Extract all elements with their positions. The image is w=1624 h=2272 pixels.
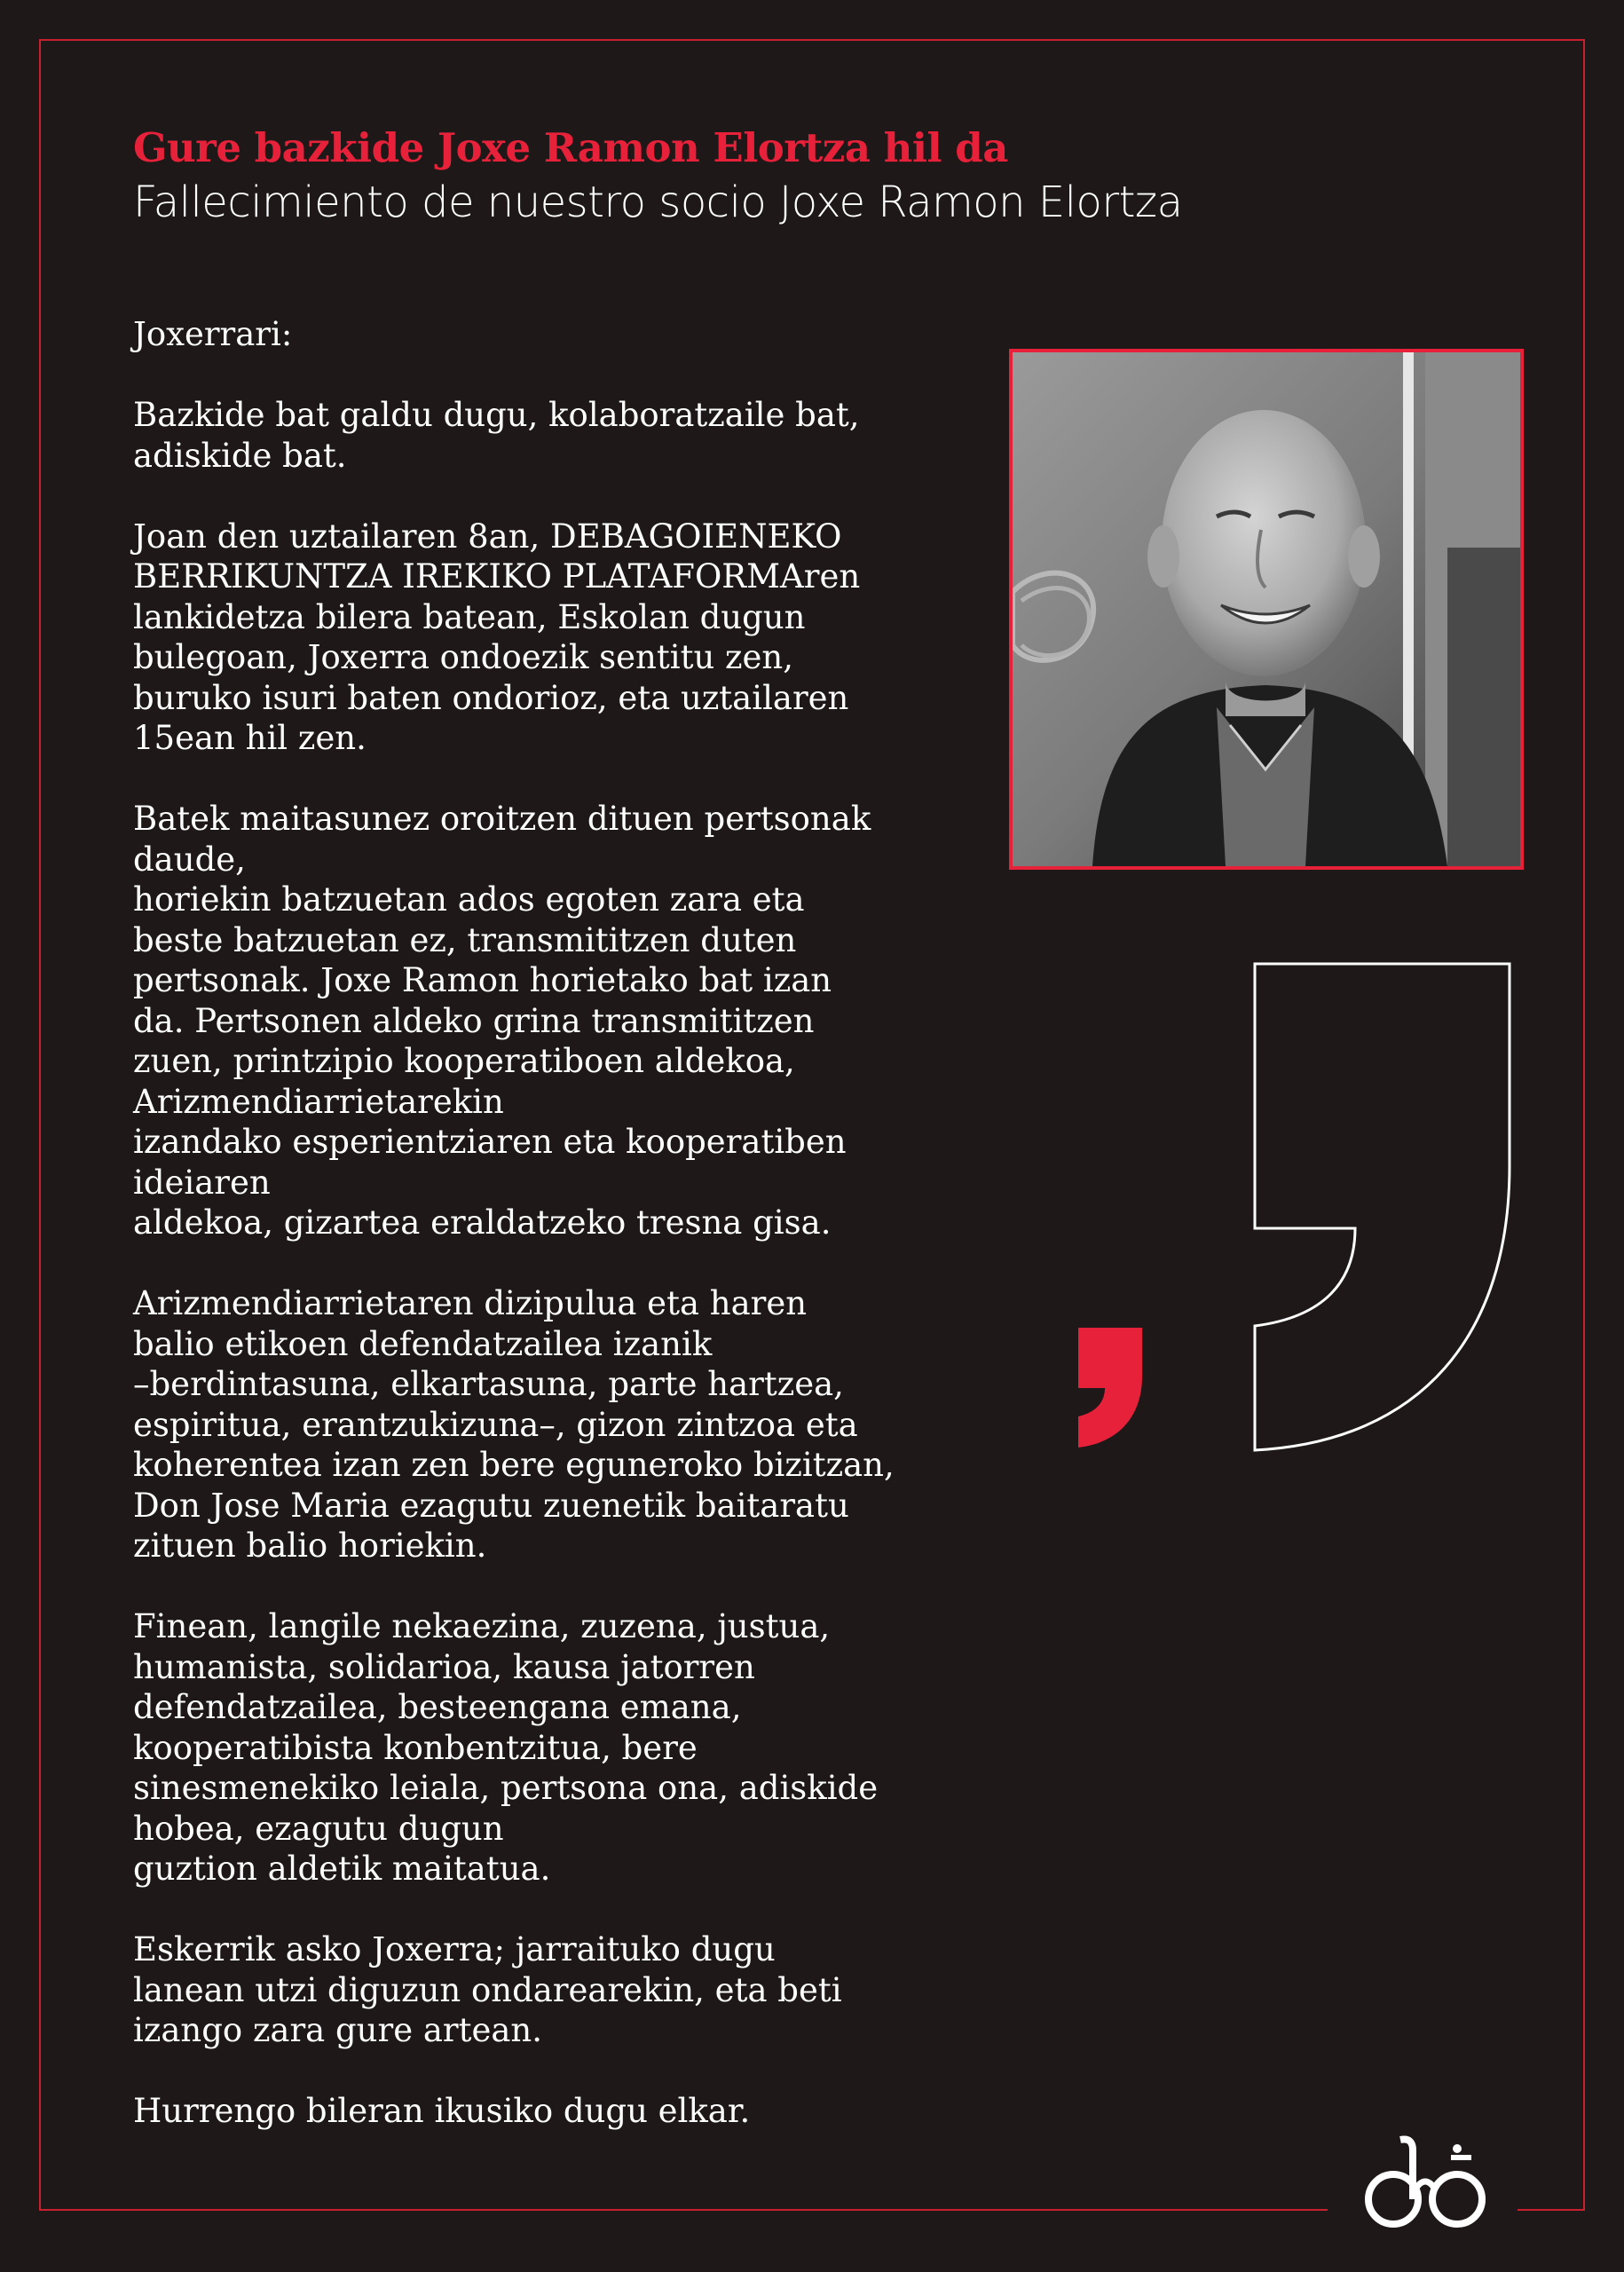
letter-paragraph: Batek maitasunez oroitzen dituen pertsonak daude, horiekin batzuetan ados egoten zara eta beste batzuetan ez, transmititzen duten pertsonak. Joxe Ramon horietako bat izan da. Pertsonen aldeko grina transmititzen zuen, printzipio kooperatiboen aldekoa, Arizmendiarrietarekin izandako esperientziaren eta kooperatiben ideiaren aldekoa, gizartea eraldatzeko tresna gisa. [133, 800, 871, 1242]
frame-right-line [1583, 39, 1585, 2211]
quote-mark-icon [1078, 1328, 1149, 1452]
letter-body [133, 314, 958, 2172]
letter-paragraph: Joan den uztailaren 8an, DEBAGOIENEKO BERRIKUNTZA IREKIKO PLATAFORMAren lankidetza bilera batean, Eskolan dugun bulegoan, Joxerra ondoezik sentitu zen, buruko isuri baten ondorioz, eta uztailaren 15ean hil zen. [133, 517, 861, 757]
page-subtitle: Fallecimiento de nuestro socio Joxe Ramon Elortza [133, 178, 1183, 227]
page-title: Gure bazkide Joxe Ramon Elortza hil da [133, 124, 1008, 171]
portrait-illustration [1013, 352, 1520, 866]
portrait-photo [1009, 349, 1524, 870]
letter-paragraph: Arizmendiarrietaren dizipulua eta haren balio etikoen defendatzailea izanik –berdintasuna, elkartasuna, parte hartzea, espiritua, erantzukizuna–, gizon zintzoa eta koherentea izan zen bere eguneroko bizitzan, Don Jose Maria ezagutu zuenetik baitaratu zituen balio horiekin. [133, 1284, 895, 1565]
frame-bottom-line [39, 2209, 1328, 2211]
quote-outline-icon [1253, 962, 1516, 1452]
letter-paragraph: Finean, langile nekaezina, zuzena, justua, humanista, solidarioa, kausa jatorren defendatzailea, besteengana emana, kooperatibista konbentzitua, bere sinesmenekiko leiala, pertsona ona, adiskide hobea, ezagutu dugun guztion aldetik maitatua. [133, 1607, 879, 1888]
glasses-logo-icon [1358, 2133, 1500, 2239]
frame-left-line [39, 39, 41, 2211]
frame-top-line [39, 39, 1585, 41]
letter-closing: Hurrengo bileran ikusiko dugu elkar. [133, 2092, 751, 2130]
letter-paragraph: Bazkide bat galdu dugu, kolaboratzaile bat, adiskide bat. [133, 396, 860, 475]
frame-bottom-line-end [1518, 2209, 1585, 2211]
letter-paragraph: Eskerrik asko Joxerra; jarraituko dugu lanean utzi diguzun ondarearekin, eta beti izango zara gure artean. [133, 1930, 842, 2049]
letter-greeting: Joxerrari: [133, 315, 293, 353]
